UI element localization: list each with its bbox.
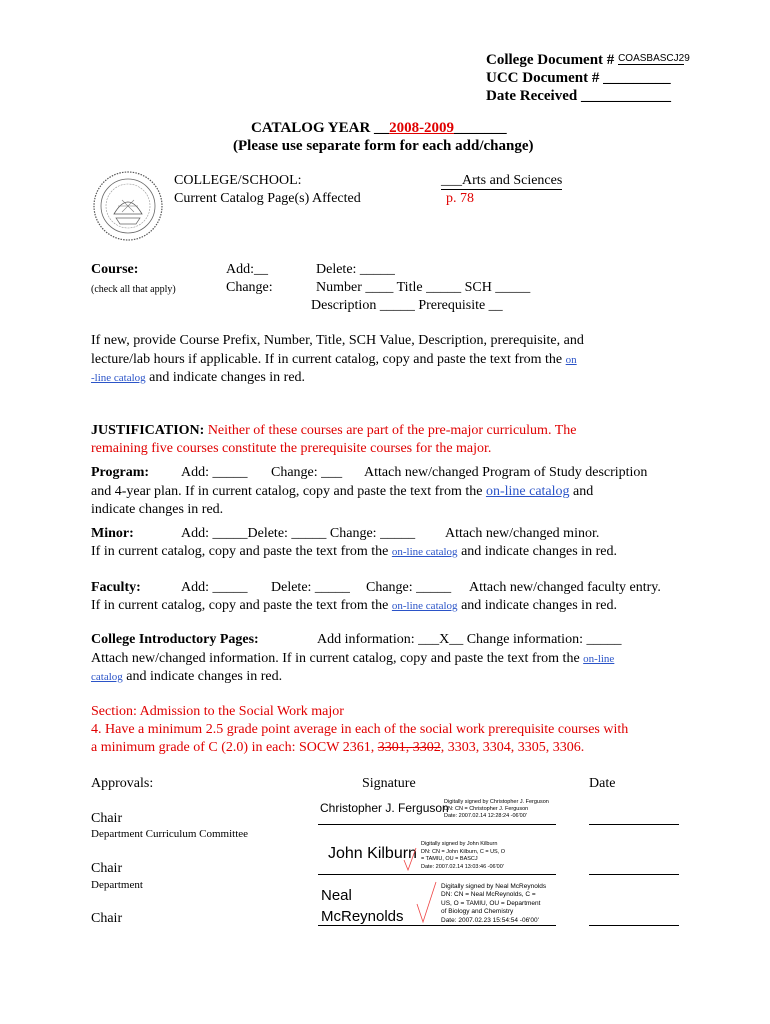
course-sublabel: (check all that apply) <box>91 284 176 295</box>
approval-2-date-line <box>589 874 679 875</box>
course-delete: Delete: _____ <box>316 262 395 277</box>
program-attach: Attach new/changed Program of Study description <box>364 465 648 480</box>
minor-label: Minor: <box>91 526 134 541</box>
faculty-online-catalog-link[interactable]: on-line catalog <box>391 600 458 612</box>
date-column-label: Date <box>589 776 616 791</box>
approval-3-signature-check-icon <box>414 880 438 926</box>
catalog-note: (Please use separate form for each add/change) <box>233 138 534 154</box>
program-change: Change: ___ <box>271 465 343 480</box>
intro-pages-line-2: Attach new/changed information. If in current catalog, copy and paste the text from the on-line <box>91 651 615 666</box>
faculty-add: Add: _____ <box>181 580 248 595</box>
program-line-2: and 4-year plan. If in current catalog, copy and paste the text from the on-line catalog and <box>91 484 594 499</box>
course-description-prerequisite: Description _____ Prerequisite __ <box>311 298 503 313</box>
catalog-pages-label: Current Catalog Page(s) Affected <box>174 191 361 206</box>
intro-pages-add-info: Add information: ___X__ Change information: _____ <box>317 632 622 647</box>
intro-pages-label: College Introductory Pages: <box>91 632 259 647</box>
approval-1-subtitle: Department Curriculum Committee <box>91 828 249 840</box>
struck-courses: 3301, 3302 <box>377 740 441 755</box>
approval-2-title: Chair <box>91 861 123 876</box>
justification-line-1 <box>91 423 576 439</box>
minor-add-delete-change: Add: _____Delete: _____ Change: _____ <box>181 526 416 541</box>
date-received-label: Date Received ____________ <box>486 88 671 104</box>
approvals-label: Approvals: <box>91 776 154 791</box>
approval-3-signature-line <box>318 925 556 926</box>
minor-line-2: If in current catalog, copy and paste the text from the on-line catalog and indicate changes in red. <box>91 544 617 559</box>
approval-2-subtitle: Department <box>91 879 143 891</box>
program-add: Add: _____ <box>181 465 248 480</box>
faculty-line-2: If in current catalog, copy and paste the text from the on-line catalog and indicate changes in red. <box>91 598 617 613</box>
section-title: Section: Admission to the Social Work major <box>91 704 344 719</box>
course-label: Course: <box>91 262 139 277</box>
intro-online-catalog-link-continued[interactable]: catalog <box>91 671 123 683</box>
program-label: Program: <box>91 465 150 480</box>
program-online-catalog-link[interactable]: on-line catalog <box>485 484 570 499</box>
college-school-label: COLLEGE/SCHOOL: <box>174 173 302 188</box>
approval-3-date-line <box>589 925 679 926</box>
section-line-1: 4. Have a minimum 2.5 grade point average in each of the social work prerequisite courses with <box>91 722 629 737</box>
intro-online-catalog-link[interactable]: on-line <box>583 653 615 665</box>
approval-2-signature-name: John Kilburn <box>328 845 417 862</box>
approval-3-digital-signature: Digitally signed by Neal McReynolds DN: CN = Neal McReynolds, C = US, O = TAMIU, OU = Department of Biology and Chemistry Date: 2007.02.23 15:54:54 -06'00' <box>441 883 547 924</box>
minor-online-catalog-link[interactable]: on-line catalog <box>391 546 458 558</box>
justification-text-1: Neither of these courses are part of the pre-major curriculum. The <box>207 423 577 438</box>
course-number-title-sch: Number ____ Title _____ SCH _____ <box>316 280 531 295</box>
approval-1-digital-signature: Digitally signed by Christopher J. Ferguson DN: CN = Christopher J. Ferguson Date: 2007.02.14 12:28:24 -06'00' <box>444 799 549 819</box>
faculty-change: Change: _____ <box>366 580 452 595</box>
intro-pages-line-3: catalog and indicate changes in red. <box>91 669 283 684</box>
approval-3-title: Chair <box>91 911 123 926</box>
signature-column-label: Signature <box>362 776 416 791</box>
course-add: Add:__ <box>226 262 268 277</box>
approval-2-signature-line <box>318 874 556 875</box>
catalog-year-value: 2008-2009 <box>389 120 455 136</box>
approval-3-signature-name: Neal McReynolds <box>321 887 404 925</box>
instructions-line-3: -line catalog and indicate changes in red. <box>91 370 306 385</box>
instructions-line-2: lecture/lab hours if applicable. If in current catalog, copy and paste the text from the on <box>91 352 577 367</box>
faculty-delete: Delete: _____ <box>271 580 350 595</box>
online-catalog-link-continued[interactable]: -line catalog <box>91 372 146 384</box>
college-school-value: ___Arts and Sciences <box>441 173 563 188</box>
ucc-document-label: UCC Document # _________ <box>486 70 671 86</box>
online-catalog-link[interactable]: on <box>565 354 577 366</box>
faculty-label: Faculty: <box>91 580 141 595</box>
university-seal-logo <box>92 170 164 242</box>
instructions-line-1: If new, provide Course Prefix, Number, Title, SCH Value, Description, prerequisite, and <box>91 333 584 348</box>
faculty-attach: Attach new/changed faculty entry. <box>469 580 661 595</box>
approval-1-signature-line <box>318 824 556 825</box>
minor-attach: Attach new/changed minor. <box>445 526 600 541</box>
approval-2-digital-signature: Digitally signed by John Kilburn DN: CN = John Kilburn, C = US, O = TAMIU, OU = BASCJ Date: 2007.02.14 13:03:46 -06'00' <box>421 841 506 870</box>
catalog-year: CATALOG YEAR __2008-2009_______ <box>251 120 507 136</box>
approval-1-date-line <box>589 824 679 825</box>
catalog-pages-value: p. 78 <box>446 191 474 206</box>
approval-1-title: Chair <box>91 811 123 826</box>
approval-2-signature-check-icon <box>402 846 418 874</box>
program-line-3: indicate changes in red. <box>91 502 224 517</box>
justification-label: JUSTIFICATION: <box>91 423 205 438</box>
college-document-value: COASBASCJ29 <box>618 53 690 64</box>
section-line-2: a minimum grade of C (2.0) in each: SOCW 2361, 3301, 3302, 3303, 3304, 3305, 3306. <box>91 740 585 755</box>
approval-1-signature-name: Christopher J. Ferguson <box>320 801 449 815</box>
college-document-label: College Document # COASBASCJ29 <box>486 52 690 68</box>
justification-text-2: remaining five courses constitute the prerequisite courses for the major. <box>91 441 492 456</box>
course-change: Change: <box>226 280 273 295</box>
